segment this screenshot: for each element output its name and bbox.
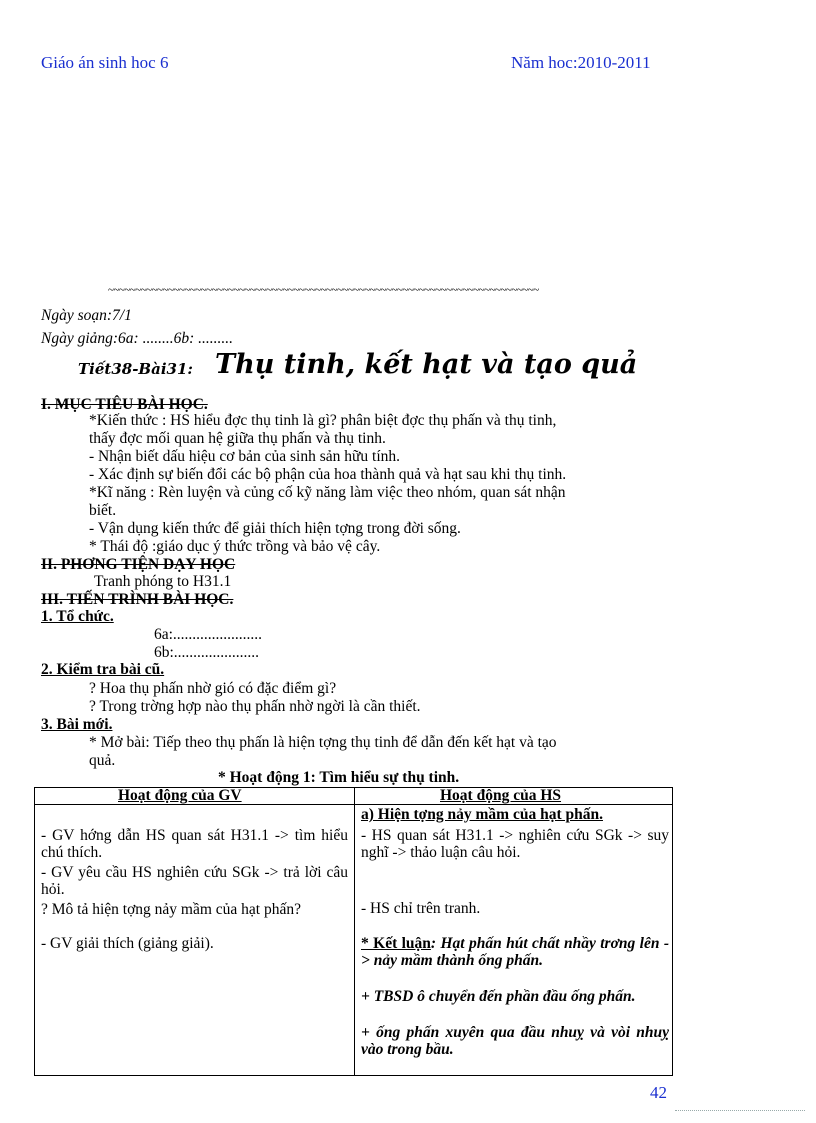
hs-subheading: a) Hiện tợng nảy mầm của hạt phấn. (361, 806, 603, 823)
sec1-line: - Vận dụng kiến thức để giải thích hiện tợng trong đời sống. (89, 520, 461, 537)
sec1-line: *Kĩ năng : Rèn luyện và củng cố kỹ năng làm việc theo nhóm, quan sát nhận (89, 484, 566, 501)
ket-luan-2: + TBSD ô chuyển đến phần đầu ống phấn. (361, 988, 636, 1005)
sec2-line: Tranh phóng to H31.1 (94, 573, 232, 590)
separator: ~~~~~~~~~~~~~~~~~~~~~~~~~~~~~~~~~~~~~~~~~~~~~~~~~~~~~~~~~~~~~~~~~~~~~~~~~~~~~~~ (108, 284, 539, 296)
kiem-tra-heading: 2. Kiểm tra bài cũ. (41, 661, 165, 678)
sec1-line: thấy đợc mối quan hệ giữa thụ phấn và thụ tinh. (89, 430, 386, 447)
question-1: ? Hoa thụ phấn nhờ gió có đặc điểm gì? (89, 680, 337, 697)
activity-title: * Hoạt động 1: Tìm hiểu sự thụ tinh. (218, 769, 460, 786)
class-6b: 6b:...................... (154, 644, 260, 661)
footer-dotted-rule (675, 1110, 805, 1111)
sec1-line: biết. (89, 502, 117, 519)
section-1-heading: I. MỤC TIÊU BÀI HỌC. (41, 396, 208, 413)
header-left: Giáo án sinh hoc 6 (41, 53, 169, 72)
header-right: Năm hoc:2010-2011 (511, 53, 651, 72)
ngay-soan: Ngày soạn:7/1 (41, 307, 132, 324)
sec1-line: - Nhận biết dấu hiệu cơ bản của sinh sản hữu tính. (89, 448, 401, 465)
lesson-title: Thụ tinh, kết hạt và tạo quả (215, 349, 638, 380)
hs-step-1: - HS quan sát H31.1 -> nghiên cứu SGk -> suy nghĩ -> thảo luận câu hỏi. (361, 827, 669, 861)
sec1-line: *Kiến thức : HS hiểu đợc thụ tinh là gì? phân biệt đợc thụ phấn và thụ tinh, (89, 412, 557, 429)
mo-bai-line: * Mở bài: Tiếp theo thụ phấn là hiện tợng thụ tinh để dẫn đến kết hạt và tạo (89, 734, 557, 751)
class-6a: 6a:....................... (154, 626, 263, 643)
gv-step-2: - GV yêu cầu HS nghiên cứu SGk -> trả lời câu hỏi. (41, 864, 348, 898)
col-header-hs: Hoạt động của HS (440, 787, 562, 804)
gv-step-3: ? Mô tả hiện tợng nảy mầm của hạt phấn? (41, 901, 301, 918)
gv-step-1: - GV hớng dẫn HS quan sát H31.1 -> tìm hiểu chú thích. (41, 827, 348, 861)
section-2-heading: II. PHƠNG TIỆN DẠY HỌC (41, 556, 236, 573)
mo-bai-line-2: quả. (89, 752, 116, 769)
ngay-giang: Ngày giảng:6a: ........6b: ......... (41, 330, 234, 347)
sec1-line: - Xác định sự biến đổi các bộ phận của hoa thành quả và hạt sau khi thụ tinh. (89, 466, 567, 483)
question-2: ? Trong trờng hợp nào thụ phấn nhờ ngời là cần thiết. (89, 698, 421, 715)
to-chuc-heading: 1. Tổ chức. (41, 608, 114, 625)
gv-step-4: - GV giải thích (giảng giải). (41, 935, 214, 952)
hs-step-2: - HS chỉ trên tranh. (361, 900, 481, 917)
ket-luan-3: + ống phấn xuyên qua đầu nhuỵ và vòi nhuỵ vào trong bầu. (361, 1024, 669, 1058)
col-header-gv: Hoạt động của GV (118, 787, 242, 804)
page-number: 42 (650, 1083, 667, 1102)
sec1-line: * Thái độ :giáo dục ý thức trồng và bảo vệ cây. (89, 538, 381, 555)
ket-luan-text: : Hạt phấn hút chất nhầy trơng lên -> nảy mầm thành ống phấn. (361, 935, 669, 969)
ket-luan (361, 935, 669, 969)
ket-luan-label: * Kết luận (361, 935, 431, 952)
table-divider (354, 787, 355, 1076)
bai-moi-heading: 3. Bài mới. (41, 716, 113, 733)
section-3-heading: III. TIẾN TRÌNH BÀI HỌC. (41, 591, 234, 608)
lesson-number: Tiết38-Bài31: (78, 360, 193, 378)
